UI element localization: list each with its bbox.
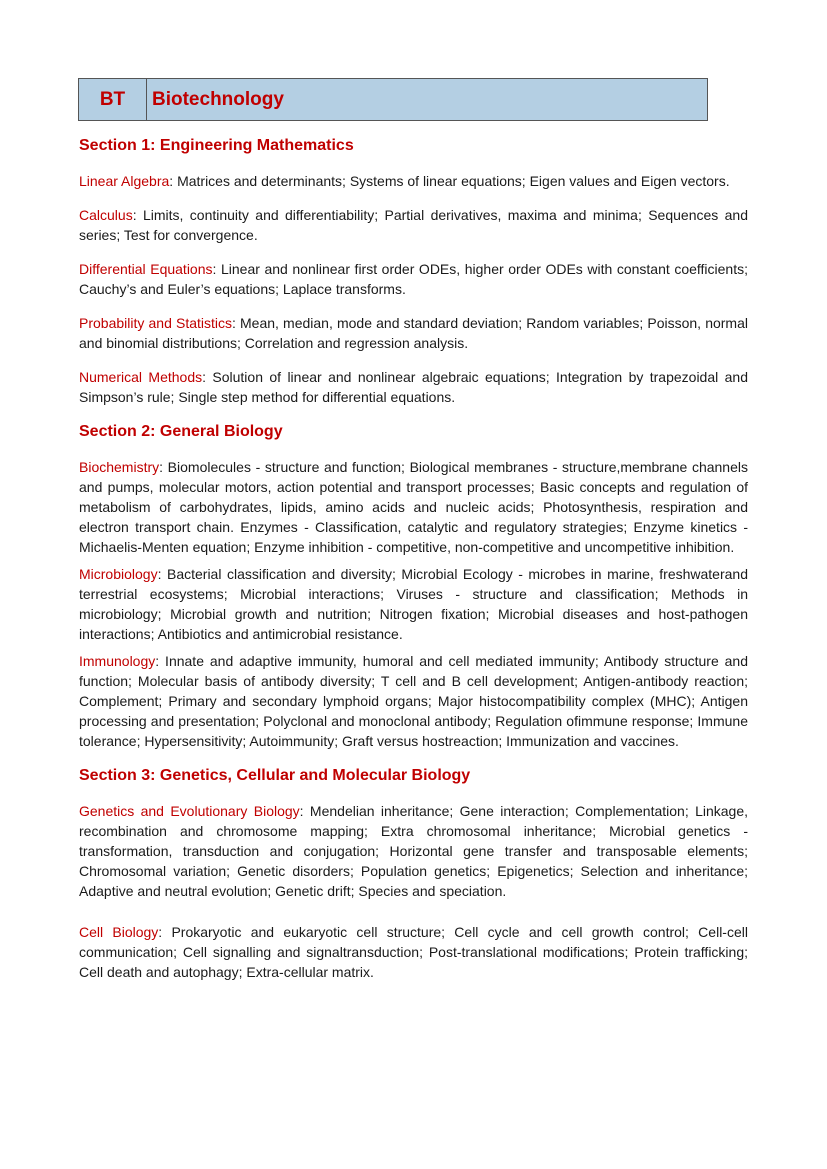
topic-title: Microbiology (79, 566, 158, 582)
topic-text: : Linear and nonlinear first order ODEs, higher order ODEs with constant coefficients; Cauchy’s and Euler’s equations; Laplace transforms. (79, 261, 748, 297)
topic-title: Linear Algebra (79, 173, 170, 189)
topic-text: : Matrices and determinants; Systems of linear equations; Eigen values and Eigen vectors. (169, 173, 730, 189)
topic-text: : Prokaryotic and eukaryotic cell structure; Cell cycle and cell growth control; Cell-cell communication; Cell signalling and signaltransduction; Post-translational modifications; Protein trafficking; Cell death and autophagy; Extra-cellular matrix. (79, 924, 748, 980)
subject-code: BT (79, 79, 147, 120)
topic-paragraph (79, 922, 748, 982)
topic-text: : Innate and adaptive immunity, humoral and cell mediated immunity; Antibody structure and function; Molecular basis of antibody diversity; T cell and B cell development; Antigen-antibody reaction; Complement; Primary and secondary lymphoid organs; Major histocompatibility complex (MHC); Antigen processing and presentation; Polyclonal and monoclonal antibody; Regulation ofimmune response; Immune tolerance; Hypersensitivity; Autoimmunity; Graft versus hostreaction; Immunization and vaccines. (79, 653, 748, 749)
subject-title: Biotechnology (152, 88, 284, 110)
syllabus-page (79, 78, 748, 982)
topic-paragraph (79, 564, 748, 644)
topic-text: : Solution of linear and nonlinear algebraic equations; Integration by trapezoidal and Simpson’s rule; Single step method for differential equations. (79, 369, 748, 405)
topic-paragraph (79, 367, 748, 407)
topic-title: Biochemistry (79, 459, 160, 475)
section-heading: Section 2: General Biology (79, 423, 283, 440)
topic-paragraph (79, 651, 748, 751)
topic-title: Differential Equations (79, 261, 213, 277)
topic-title: Immunology (79, 653, 156, 669)
section-heading: Section 1: Engineering Mathematics (79, 137, 354, 154)
topic-text: : Mean, median, mode and standard deviation; Random variables; Poisson, normal and binomial distributions; Correlation and regression analysis. (79, 315, 748, 351)
topic-paragraph (79, 313, 748, 353)
topic-text: : Mendelian inheritance; Gene interaction; Complementation; Linkage, recombination and chromosome mapping; Extra chromosomal inheritance; Microbial genetics - transformation, transduction and conjugation; Horizontal gene transfer and transposable elements; Chromosomal variation; Genetic disorders; Population genetics; Epigenetics; Selection and inheritance; Adaptive and neutral evolution; Genetic drift; Species and speciation. (79, 803, 749, 899)
topic-title: Probability and Statistics (79, 315, 232, 331)
topic-title: Cell Biology (79, 924, 159, 940)
topic-title: Calculus (79, 207, 133, 223)
topic-title: Genetics and Evolutionary Biology (79, 803, 300, 819)
topic-text: : Bacterial classification and diversity; Microbial Ecology - microbes in marine, freshwaterand terrestrial ecosystems; Microbial interactions; Viruses - structure and classification; Methods in microbiology; Microbial growth and nutrition; Nitrogen fixation; Microbial diseases and host-pathogen interactions; Antibiotics and antimicrobial resistance. (79, 566, 748, 642)
topic-paragraph (79, 801, 748, 901)
topic-paragraph (79, 259, 748, 299)
section-heading: Section 3: Genetics, Cellular and Molecular Biology (79, 767, 471, 784)
subject-header (78, 78, 708, 121)
topic-text: : Biomolecules - structure and function; Biological membranes - structure,membrane channels and pumps, molecular motors, action potential and transport processes; Basic concepts and regulation of metabolism of carbohydrates, lipids, amino acids and nucleic acids; Photosynthesis, respiration and electron transport chain. Enzymes - Classification, catalytic and regulatory strategies; Enzyme kinetics - Michaelis-Menten equation; Enzyme inhibition - competitive, non-competitive and uncompetitive inhibition. (79, 459, 748, 555)
topic-paragraph (79, 457, 748, 557)
topic-paragraph (79, 205, 748, 245)
topic-text: : Limits, continuity and differentiability; Partial derivatives, maxima and minima; Sequences and series; Test for convergence. (79, 207, 748, 243)
topic-title: Numerical Methods (79, 369, 203, 385)
topic-paragraph (79, 171, 748, 191)
